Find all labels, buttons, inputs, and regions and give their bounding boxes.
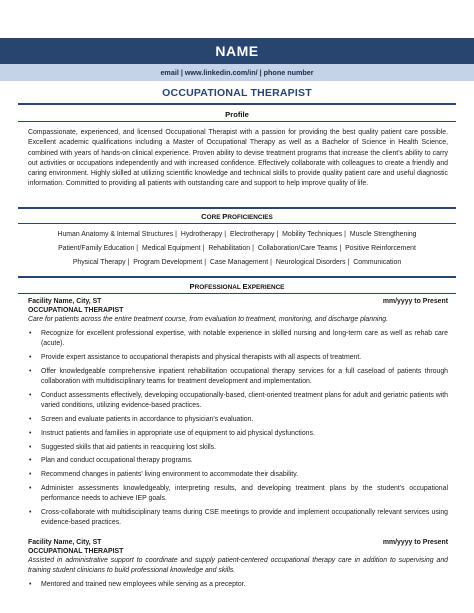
- experience-top-divider: [18, 276, 456, 278]
- skill-item: Neurological Disorders: [275, 259, 346, 266]
- skill-item: Collaboration/Care Teams: [257, 245, 338, 252]
- skill-item: Patient/Family Education: [58, 245, 135, 252]
- profile-divider: [18, 121, 456, 122]
- skill-item: Positive Reinforcement: [345, 245, 416, 252]
- list-item: • Administer assessments knowledgeably, interpreting results, and developing treatment plans by the student's occupational performance needs to achieve IEP goals.: [28, 484, 448, 505]
- position-summary: Assisted in administrative support to coordinate and supply patient-centered occupational therapy care in addition to supervising and training student clinicians to build professional knowledge and skills.: [28, 557, 448, 574]
- title-divider: [18, 103, 456, 105]
- list-item: • Offer knowledgeable comprehensive inpatient rehabilitation occupational therapy services for a full caseload of patients through collaboration with multidisciplinary teams for treatment development and implementation.: [28, 367, 448, 388]
- list-item: • Suggested skills that aid patients in reacquiring lost skills.: [28, 443, 448, 453]
- professional-experience-heading: PROFESSIONAL EXPERIENCE: [189, 282, 285, 291]
- facility-name: Facility Name, City, ST: [28, 539, 102, 546]
- list-item: • Provide expert assistance to occupational therapists and physical therapists with all aspects of treatment.: [28, 353, 448, 363]
- list-item: • Plan and conduct occupational therapy programs.: [28, 456, 448, 466]
- skills-row: Human Anatomy & Internal Structures | Hydrotherapy | Electrotherapy | Mobility Techniques | Muscle Strengthening: [57, 231, 417, 238]
- skill-item: Medical Equipment: [142, 245, 201, 252]
- skills-row: Physical Therapy | Program Development | Case Management | Neurological Disorders | Communication: [72, 259, 402, 266]
- employment-dates: mm/yyyy to Present: [382, 539, 448, 546]
- core-divider: [18, 223, 456, 224]
- skill-item: Rehabilitation: [208, 245, 251, 252]
- position-title: OCCUPATIONAL THERAPIST: [28, 307, 124, 314]
- list-item: • Recognize for excellent professional expertise, with notable experience in skilled nursing and long-term care as well as rehab care (acute).: [28, 329, 448, 350]
- skills-row: Patient/Family Education | Medical Equipment | Rehabilitation | Collaboration/Care Teams | Positive Reinforcement: [58, 245, 416, 252]
- skill-item: Mobility Techniques: [282, 231, 343, 238]
- profile-heading: Profile: [225, 110, 249, 119]
- job-title: OCCUPATIONAL THERAPIST: [162, 87, 312, 99]
- skill-item: Muscle Strengthening: [349, 231, 417, 238]
- employment-dates: mm/yyyy to Present: [382, 298, 448, 305]
- core-proficiencies-heading: CORE PROFICIENCIES: [201, 212, 273, 221]
- skill-item: Hydrotherapy: [180, 231, 223, 238]
- job-entry-header: [28, 538, 448, 576]
- skill-item: Human Anatomy & Internal Structures: [57, 231, 174, 238]
- list-item: • Mentored and trained new employees while serving as a preceptor.: [28, 580, 448, 590]
- position-title: OCCUPATIONAL THERAPIST: [28, 548, 124, 555]
- skills-list: [18, 228, 456, 270]
- skill-item: Communication: [353, 259, 402, 266]
- experience-divider: [18, 293, 456, 294]
- candidate-name: NAME: [0, 38, 474, 64]
- skill-item: Program Development: [133, 259, 203, 266]
- list-item: • Cross-collaborate with multidisciplinary teams during CSE meetings to provide and implement occupationally relevant services using evidence-based practices.: [28, 508, 448, 529]
- list-item: • Recommend changes in patients' living environment to accommodate their disability.: [28, 470, 448, 480]
- list-item: • Screen and evaluate patients in accordance to physician's evaluation.: [28, 415, 448, 425]
- skill-item: Electrotherapy: [229, 231, 275, 238]
- core-top-divider: [18, 207, 456, 209]
- job-bullet-list: [28, 329, 448, 532]
- skill-item: Case Management: [209, 259, 269, 266]
- job-bullet-list: [28, 580, 448, 594]
- job-entry-header: [28, 297, 448, 325]
- list-item: • Instruct patients and families in appropriate use of equipment to aid physical dysfunctions.: [28, 429, 448, 439]
- list-item: • Conduct assessments effectively, developing occupationally-based, client-oriented treatment plans for adult and geriatric patients with varied conditions, utilizing evidence-based practices.: [28, 391, 448, 412]
- profile-text: Compassionate, experienced, and licensed Occupational Therapist with a passion for providing the best quality patient care possible. Excellent academic qualifications including a Master of Occupational Therapy as well as a Bachelor of Science in Health Science, combined with years of hands-on clinical experience. Proven ability to devise treatment programs that increase the client's ability to carry out activities or occupations independently and with increased confidence. Effectively collaborate with colleagues to create a friendly and caring environment. Highly skilled at utilizing scientific knowledge and technical skills to provide quality patient care and useful diagnostic information. Committed to providing all patients with outstanding care and support to help improve quality of life.: [28, 129, 448, 188]
- facility-name: Facility Name, City, ST: [28, 298, 102, 305]
- position-summary: Care for patients across the entire treatment course, from evaluation to treatment, monitoring, and discharge planning.: [28, 316, 389, 323]
- skill-item: Physical Therapy: [72, 259, 126, 266]
- contact-line: email | www.linkedin.com/in/ | phone number: [0, 64, 474, 81]
